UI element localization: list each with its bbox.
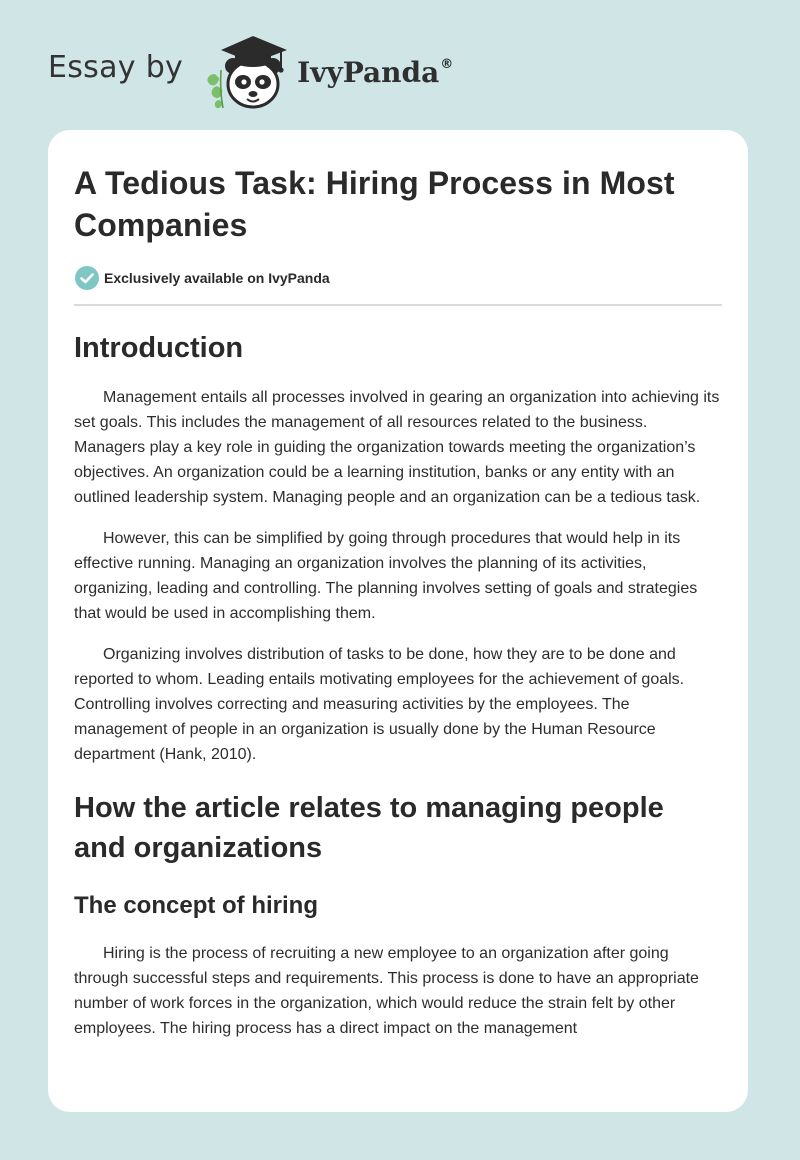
exclusive-notice: [74, 265, 722, 291]
check-circle-icon: [74, 265, 100, 291]
intro-paragraph-3: Organizing involves distribution of tasks to be done, how they are to be done and reported to whom. Leading entails motivating employees for the achievement of goals. Controlling involves correcting and measuring activities by the employees. The management of people in an organization is usually done by the Human Resource department (Hank, 2010).: [74, 646, 685, 763]
essay-card: [48, 130, 748, 1112]
essay-title: A Tedious Task: Hiring Process in Most Companies: [74, 165, 675, 243]
exclusive-label: Exclusively available on IvyPanda: [104, 270, 330, 286]
subsection-heading: The concept of hiring: [74, 892, 318, 919]
panda-graduation-cap-logo-icon: [201, 30, 293, 110]
title-divider: [74, 304, 722, 306]
section-heading: How the article relates to managing people and organizations: [74, 792, 664, 864]
registered-mark: ®: [440, 56, 454, 72]
intro-paragraph-1: Management entails all processes involved in gearing an organization into achieving its set goals. This includes the management of all resources related to the business. Managers play a key role in guiding the organization towards meeting the organization’s objectives. An organization could be a learning institution, banks or any entity with an outlined leadership system. Managing people and an organization can be a tedious task.: [74, 389, 720, 506]
intro-paragraph-2: However, this can be simplified by going through procedures that would help in its effective running. Managing an organization involves the planning of its activities, organizing, leading and controlling. The planning involves setting of goals and strategies that would be used in accomplishing them.: [74, 530, 698, 622]
brand-prefix: Essay by: [48, 49, 184, 85]
brand-name: IvyPanda®: [297, 55, 454, 89]
site-header-brand[interactable]: [48, 30, 453, 110]
hiring-paragraph-1: Hiring is the process of recruiting a new employee to an organization after going through successful steps and requirements. This process is done to have an appropriate number of work forces in the organization, which would reduce the strain felt by other employees. The hiring process has a direct impact on the management: [74, 945, 699, 1037]
introduction-heading: Introduction: [74, 332, 244, 364]
